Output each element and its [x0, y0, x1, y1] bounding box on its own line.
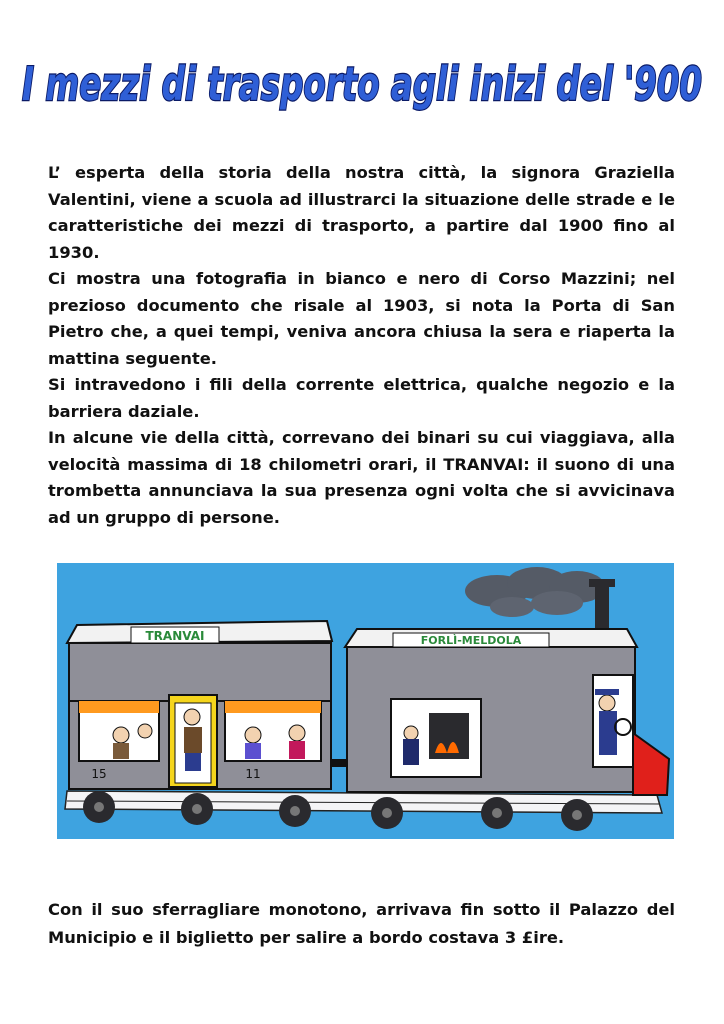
- paragraph-1: L’ esperta della storia della nostra città, la signora Graziella Valentini, viene a scuola ad illustrarci la situazione delle strade e le caratteristiche dei mezzi di trasporto, a partire dal 1900 fino al 1930.: [48, 163, 675, 262]
- article-body: [48, 160, 675, 531]
- closing-paragraph: Con il suo sferragliare monotono, arrivava fin sotto il Palazzo del Municipio e il biglietto per salire a bordo costava 3 £ire.: [48, 900, 675, 947]
- engine-sign: FORLÌ-MELDOLA: [420, 634, 522, 647]
- paragraph-4: In alcune vie della città, correvano dei binari su cui viaggiava, alla velocità massima di 18 chilometri orari, il TRANVAI: il suono di una trombetta annunciava la sua presenza ogni volta che si avvicinava ad un gruppo di persone.: [48, 428, 675, 527]
- title-text: I mezzi di trasporto agli inizi del '900: [22, 57, 702, 111]
- tram-sign: TRANVAI: [145, 629, 205, 643]
- chimney-cap: [589, 579, 615, 587]
- engine: [345, 629, 669, 795]
- page-title: [0, 50, 724, 120]
- tram-drawing: [57, 563, 674, 839]
- tram-car: [67, 621, 332, 789]
- car-number-left: 15: [91, 767, 107, 781]
- paragraph-2: Ci mostra una fotografia in bianco e nero di Corso Mazzini; nel prezioso documento che risale al 1903, si nota la Porta di San Pietro che, a quei tempi, veniva ancora chiusa la sera e riaperta la mattina seguente.: [48, 269, 675, 368]
- chimney: [595, 585, 609, 635]
- car-number-right: 11: [245, 767, 261, 781]
- paragraph-3: Si intravedono i fili della corrente elettrica, qualche negozio e la barriera daziale.: [48, 375, 675, 421]
